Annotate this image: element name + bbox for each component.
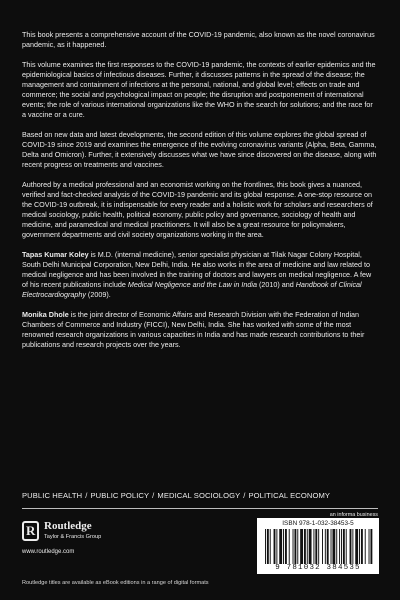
- publisher-name: Routledge: [44, 520, 92, 532]
- informa-tagline: an informa business: [329, 512, 378, 518]
- divider: [22, 508, 378, 509]
- separator: /: [85, 491, 88, 500]
- publisher-group: Taylor & Francis Group: [44, 534, 102, 540]
- subject-categories: [22, 491, 330, 500]
- barcode-number: 9 781032 384535: [275, 564, 361, 572]
- logo-letter: R: [26, 523, 36, 538]
- paragraph: Based on new data and latest developments, the second edition of this volume explores the global spread of COVID-19 since 2019 and examines the emergence of the evolving coronavirus variants (Alpha, Beta, Gamma, Delta and Omicron). Further, it extensively discusses what we have since discovered on the disease, along with recent progress on treatments and vaccines.: [22, 130, 377, 169]
- formats-note: Routledge titles are available as eBook editions in a range of digital formats: [22, 580, 209, 586]
- bio-text: (2010) and: [256, 280, 296, 289]
- author-bio-2: [22, 310, 377, 350]
- bio-text: (2009).: [85, 290, 111, 299]
- bio-text: is the joint director of Economic Affairs and Research Division with the Federation of Indian Chambers of Commerce and Industry (FICCI), New Delhi, India. She has worked with some of the most renowned research organizations in various capacities in India and has made research contributions to their publications and research projects over the years.: [22, 310, 365, 349]
- subject: PUBLIC HEALTH: [22, 491, 83, 500]
- author-bio-1: [22, 250, 377, 300]
- book-title: Handbook of Clinical Electrocardiography: [22, 280, 362, 299]
- subject: PUBLIC POLICY: [90, 491, 150, 500]
- subject: POLITICAL ECONOMY: [248, 491, 331, 500]
- subject: MEDICAL SOCIOLOGY: [157, 491, 241, 500]
- bio-text: is M.D. (internal medicine), senior specialist physician at Tilak Nagar Colony Hospital, South Delhi Municipal Corporation, New Delhi, India. He also works in the area of medicine and law related to medical negligence and has been involved in the training of doctors and lawyers on medical negligence. A few of his recent publications include: [22, 250, 372, 289]
- book-title: Medical Negligence and the Law in India: [127, 280, 257, 289]
- author-name: Tapas Kumar Koley: [22, 250, 89, 259]
- barcode-panel: [257, 518, 379, 574]
- publisher-url: www.routledge.com: [22, 549, 75, 555]
- separator: /: [152, 491, 155, 500]
- isbn: ISBN 978-1-032-38453-5: [282, 520, 354, 527]
- publisher-logo: [22, 519, 142, 564]
- separator: /: [243, 491, 246, 500]
- description: [22, 30, 377, 360]
- paragraph: Authored by a medical professional and an economist working on the frontlines, this book gives a nuanced, verified and fact-checked analysis of the COVID-19 pandemic and its global response. A one-stop resource on the COVID-19 outbreak, it is indispensable for every reader and a holistic work for scholars and researchers of medical sociology, public health, political economy, public policy and governance, sociology of health and medicine, and paramedical and medical practitioners. It will also be a great resource for policymakers, government departments and civil society organizations working in the area.: [22, 180, 373, 239]
- author-name: Monika Dhole: [22, 310, 69, 319]
- routledge-logo-icon: [22, 521, 39, 541]
- paragraph: This book presents a comprehensive account of the COVID-19 pandemic, also known as the novel coronavirus pandemic, as it happened.: [22, 30, 375, 49]
- paragraph: This volume examines the first responses to the COVID-19 pandemic, the contexts of earlier epidemics and the epidemiological basics of infectious diseases. Further, it discusses patterns in the spread of the disease; the management and containment of infections at the personal, national, and global level; effects on trade and commerce; the social and psychological impact on people; the disruption and postponement of international events; the role of various international organizations like the WHO in the search for solutions; and the race for a vaccine or a cure.: [22, 60, 376, 119]
- barcode-icon: [265, 529, 373, 564]
